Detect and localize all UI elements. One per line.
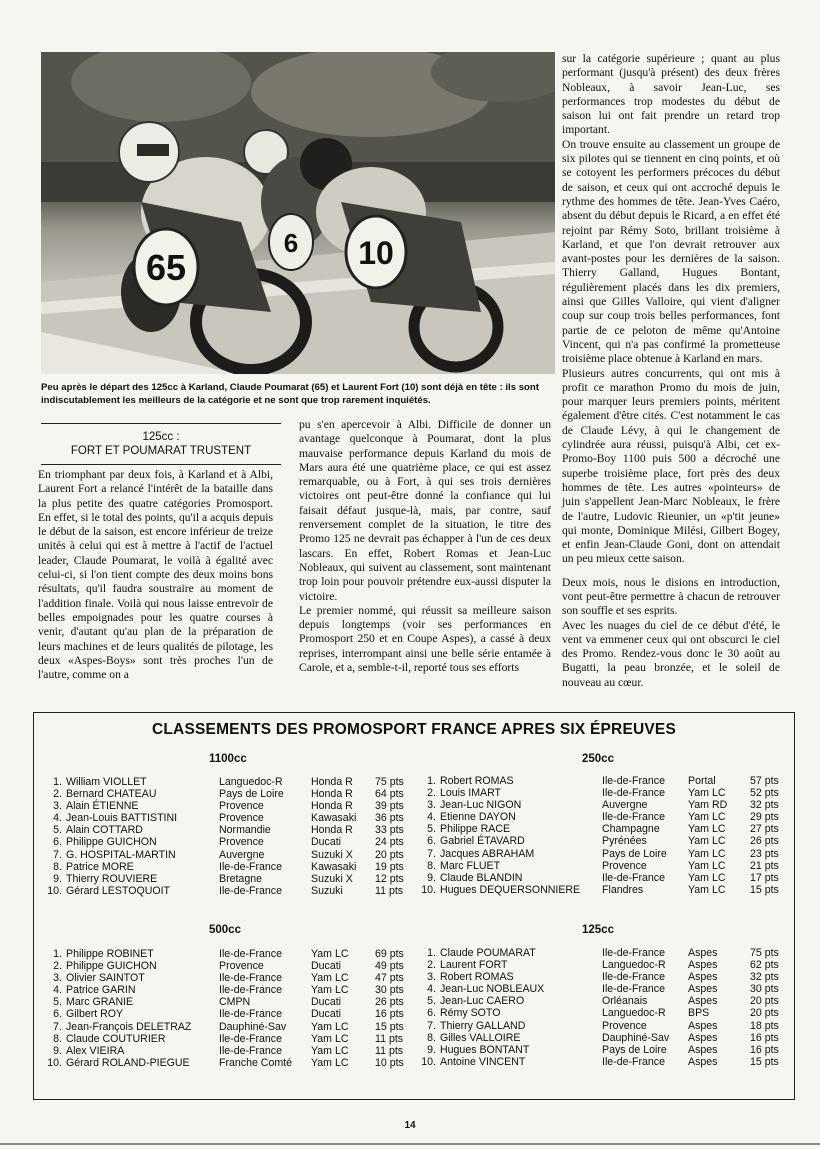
machine-cell: Honda R <box>311 800 353 813</box>
section-heading <box>41 423 281 465</box>
table-row <box>410 1007 794 1019</box>
table-row <box>410 947 794 959</box>
machine-cell: Yam LC <box>311 984 349 997</box>
table-row <box>410 995 794 1007</box>
region-cell: Ile-de-France <box>219 860 282 873</box>
table-row <box>36 824 412 836</box>
rank-cell: 6. <box>53 1008 62 1021</box>
points-cell: 15 pts <box>750 1055 779 1068</box>
points-cell: 39 pts <box>375 800 404 813</box>
rider-name-cell: Gérard LESTOQUOIT <box>66 884 171 897</box>
table-row <box>36 948 412 960</box>
rider-name-cell: Jean-Luc NOBLEAUX <box>440 983 545 996</box>
region-cell: Ile-de-France <box>219 1008 282 1021</box>
points-cell: 27 pts <box>750 823 779 836</box>
region-cell: Pays de Loire <box>219 788 284 801</box>
table-row <box>36 1008 412 1020</box>
rider-name-cell: Jean-Luc NIGON <box>440 799 522 812</box>
region-cell: Franche Comté <box>219 1056 293 1069</box>
region-cell: Champagne <box>602 823 660 836</box>
table-row <box>36 861 412 873</box>
machine-cell: Yam RD <box>688 799 728 812</box>
machine-cell: Aspes <box>688 971 718 984</box>
table-row <box>410 775 794 787</box>
points-cell: 30 pts <box>375 984 404 997</box>
article-paragraph: Le premier nommé, qui réussit sa meilleure saison depuis longtemps (voir ses performances en Promosport 250 et en Coupe Aspes), a cassé à deux reprises, interrompant ainsi une belle série entamée à Carole, et a, semble-t-il, reporté tous ses efforts <box>299 603 551 675</box>
points-cell: 15 pts <box>375 1020 404 1033</box>
table-row <box>36 984 412 996</box>
points-cell: 11 pts <box>375 1032 404 1045</box>
points-cell: 20 pts <box>750 995 779 1008</box>
table-row <box>36 836 412 848</box>
article-paragraph: En triomphant par deux fois, à Karland et à Albi, Laurent Fort a relancé l'intérêt de la bataille dans la plus petite des quatre catégories Promosport. En effet, si le total des points, qu'il a acquis depuis le début de la saison, est encore inférieur de treize unités à celui qui est à mettre à l'actif de l'actuel leader, Claude Poumarat, le voilà à égalité avec celui-ci, si l'on tient compte des deux moins bons résultats, qu'il faudra soustraire au moment de l'addition finale. Voilà qui nous laisse entrevoir de belles empoignades pour les quatre courses à venir, d'autant qu'au plan de la préparation de leurs machines et de leurs qualités de pilotage, les deux «Aspes-Boys» sont très proches l'un de l'autre, comme on a <box>38 468 273 682</box>
table-row <box>410 799 794 811</box>
machine-cell: Portal <box>688 775 716 787</box>
region-cell: Provence <box>602 1019 647 1032</box>
rider-name-cell: Thierry GALLAND <box>440 1019 526 1032</box>
rider-name-cell: Jean-François DELETRAZ <box>66 1020 192 1033</box>
region-cell: Languedoc-R <box>602 959 666 972</box>
table-row <box>36 849 412 861</box>
machine-cell: Yam LC <box>311 948 349 960</box>
rider-name-cell: Olivier SAINTOT <box>66 972 145 985</box>
points-cell: 24 pts <box>375 836 404 849</box>
rank-cell: 4. <box>427 983 436 996</box>
rank-cell: 3. <box>427 799 436 812</box>
article-paragraph: Plusieurs autres concurrents, qui ont mis à profit ce marathon Promo du mois de juin, pour marquer leurs premiers points, méritent également d'être cités. C'est notamment le cas de Claude Lévy, à qui le changement de cylindrée aura réussi, puisqu'à Albi, cet ex-Promo-Boy 1100 puis 500 a décroché une superbe troisième place, fort près des deux hommes de tête. Les autres «pointeurs» de juin s'appellent Jean-Marc Nobleaux, le frère de l'autre, Ludovic Rieunier, un «p'tit jeune» qui monte, Dominique Milési, Gilbert Bogey, et enfin Jean-Claude Goni, dont on attendait un peu mieux cette saison. <box>562 366 780 566</box>
rider-name-cell: Hugues BONTANT <box>440 1043 530 1056</box>
rider-name-cell: Alex VIEIRA <box>66 1044 125 1057</box>
machine-cell: Suzuki <box>311 884 343 897</box>
rank-cell: 9. <box>53 872 62 885</box>
machine-cell: Yam LC <box>311 972 349 985</box>
points-cell: 62 pts <box>750 959 779 972</box>
category-heading-1100cc: 1100cc <box>209 753 247 765</box>
points-cell: 11 pts <box>375 884 404 897</box>
bike-number-10: 10 <box>358 235 394 271</box>
rank-cell: 5. <box>53 824 62 837</box>
article-column-3 <box>562 52 780 690</box>
table-row <box>36 800 412 812</box>
rider-name-cell: Rémy SOTO <box>440 1007 501 1020</box>
rank-cell: 10. <box>421 1055 436 1068</box>
table-row <box>410 811 794 823</box>
machine-cell: Yam LC <box>688 883 726 896</box>
machine-cell: Yam LC <box>688 823 726 836</box>
machine-cell: Aspes <box>688 1019 718 1032</box>
machine-cell: Yam LC <box>688 859 726 872</box>
rank-cell: 2. <box>427 787 436 800</box>
points-cell: 30 pts <box>750 983 779 996</box>
rank-cell: 10. <box>421 883 436 896</box>
results-box <box>33 712 795 1100</box>
section-heading-line2: FORT ET POUMARAT TRUSTENT <box>70 445 252 457</box>
rank-cell: 9. <box>427 871 436 884</box>
table-row <box>36 1045 412 1057</box>
results-title: CLASSEMENTS DES PROMOSPORT FRANCE APRES SIX ÉPREUVES <box>152 721 676 738</box>
rider-name-cell: Philippe GUICHON <box>66 836 157 849</box>
points-cell: 26 pts <box>750 835 779 848</box>
region-cell: Provence <box>219 812 264 825</box>
region-cell: Provence <box>602 859 647 872</box>
rank-cell: 9. <box>427 1043 436 1056</box>
rank-cell: 5. <box>427 823 436 836</box>
rider-name-cell: Marc FLUET <box>440 859 501 872</box>
table-row <box>410 1056 794 1068</box>
rank-cell: 7. <box>53 848 62 861</box>
rider-name-cell: Jean-Luc CAERO <box>440 995 525 1008</box>
bike-number-6: 6 <box>283 228 299 258</box>
points-cell: 26 pts <box>375 996 404 1009</box>
rank-cell: 6. <box>427 835 436 848</box>
article-paragraph: sur la catégorie supérieure ; quant au plus performant (jusqu'à présent) des deux frères Nobleaux, à savoir Jean-Luc, ses performances trop modestes du début de saison lui ont fait prendre un retard trop important. <box>562 52 780 137</box>
points-cell: 33 pts <box>375 824 404 837</box>
machine-cell: Aspes <box>688 983 718 996</box>
region-cell: Pyrénées <box>602 835 647 848</box>
region-cell: Languedoc-R <box>219 776 283 788</box>
rank-cell: 7. <box>427 847 436 860</box>
region-cell: Bretagne <box>219 872 262 885</box>
points-cell: 57 pts <box>750 775 779 787</box>
machine-cell: Aspes <box>688 1043 718 1056</box>
region-cell: Provence <box>219 836 264 849</box>
page-bottom-rule <box>0 1143 820 1145</box>
rider-name-cell: Gilles VALLOIRE <box>440 1031 521 1044</box>
points-cell: 29 pts <box>750 811 779 824</box>
rank-cell: 2. <box>427 959 436 972</box>
points-cell: 16 pts <box>375 1008 404 1021</box>
rank-cell: 7. <box>53 1020 62 1033</box>
rider-name-cell: Robert ROMAS <box>440 775 514 787</box>
machine-cell: BPS <box>688 1007 710 1020</box>
region-cell: Ile-de-France <box>602 871 665 884</box>
machine-cell: Yam LC <box>688 871 726 884</box>
rank-cell: 2. <box>53 960 62 973</box>
table-row <box>410 823 794 835</box>
table-row <box>36 873 412 885</box>
points-cell: 47 pts <box>375 972 404 985</box>
rider-name-cell: Louis IMART <box>440 787 502 800</box>
table-row <box>36 788 412 800</box>
rank-cell: 8. <box>427 1031 436 1044</box>
motorcycle-race-photo-icon <box>41 52 555 374</box>
rider-name-cell: Marc GRANIE <box>66 996 134 1009</box>
points-cell: 16 pts <box>750 1031 779 1044</box>
rank-cell: 1. <box>427 947 436 959</box>
rank-cell: 5. <box>53 996 62 1009</box>
page-number: 14 <box>404 1120 416 1131</box>
rank-cell: 5. <box>427 995 436 1008</box>
machine-cell: Yam LC <box>311 1044 349 1057</box>
machine-cell: Ducati <box>311 836 342 849</box>
machine-cell: Kawasaki <box>311 812 357 825</box>
rider-name-cell: Alain COTTARD <box>66 824 143 837</box>
region-cell: Ile-de-France <box>219 1044 282 1057</box>
rank-cell: 8. <box>53 1032 62 1045</box>
rider-name-cell: Jean-Louis BATTISTINI <box>66 812 178 825</box>
table-row <box>36 996 412 1008</box>
table-row <box>36 885 412 897</box>
rank-cell: 3. <box>427 971 436 984</box>
bike-number-65: 65 <box>145 247 187 288</box>
rider-name-cell: Alain ÉTIENNE <box>66 800 139 813</box>
rider-name-cell: Hugues DEQUERSONNIERE <box>440 883 581 896</box>
points-cell: 75 pts <box>750 947 779 959</box>
article-paragraph: pu s'en apercevoir à Albi. Difficile de donner un avantage quelconque à Poumarat, dont la plus mauvaise performance depuis Karland du mois de Mars aura été une quatrième place, ce qui est assez remarquable, ou à Fort, à qui ses trois dernières victoires ont peut-être donné la confiance qui lui faisait défaut jusque-là, mais, par contre, sauf renversement complet de la situation, le titre des Promo 125 ne devrait pas échapper à l'un de ces deux lascars. En effet, Robert Romas et Jean-Luc Nobleaux, qui suivent au classement, sont maintenant trop loin pour pouvoir prétendre eux-aussi disputer la victoire. <box>299 418 551 603</box>
region-cell: Provence <box>219 960 264 973</box>
table-row <box>36 972 412 984</box>
points-cell: 12 pts <box>375 872 404 885</box>
rider-name-cell: Claude BLANDIN <box>440 871 523 884</box>
rider-name-cell: Etienne DAYON <box>440 811 516 824</box>
article-paragraph: Deux mois, nous le disions en introduction, vont peut-être permettre à chacun de retrouver son souffle et ses esprits. <box>562 575 780 618</box>
table-row <box>36 776 412 788</box>
rider-name-cell: Gilbert ROY <box>66 1008 124 1021</box>
region-cell: Ile-de-France <box>602 811 665 824</box>
article-column-2 <box>299 418 551 675</box>
region-cell: Ile-de-France <box>219 972 282 985</box>
points-cell: 11 pts <box>375 1044 404 1057</box>
photo-caption: Peu après le départ des 125cc à Karland, Claude Poumarat (65) et Laurent Fort (10) sont déjà en tête : ils sont indiscutablement les meilleurs de la catégorie et ne sont que trop rarement inquiétés. <box>41 382 539 406</box>
machine-cell: Honda R <box>311 776 353 788</box>
rank-cell: 10. <box>47 884 62 897</box>
rider-name-cell: G. HOSPITAL-MARTIN <box>66 848 176 861</box>
rider-name-cell: Patrice GARIN <box>66 984 136 997</box>
region-cell: Flandres <box>602 883 644 896</box>
rider-name-cell: Bernard CHATEAU <box>66 788 157 801</box>
rank-cell: 3. <box>53 800 62 813</box>
points-cell: 32 pts <box>750 799 779 812</box>
machine-cell: Ducati <box>311 996 342 1009</box>
rank-cell: 10. <box>47 1056 62 1069</box>
region-cell: Auvergne <box>219 848 265 861</box>
region-cell: Ile-de-France <box>602 947 665 959</box>
machine-cell: Yam LC <box>311 1056 349 1069</box>
article-paragraph: Avec les nuages du ciel de ce début d'été, le vent va emmener ceux qui ont obscurci le ciel des Promo. Rendez-vous donc le 30 août au Bugatti, la peau bronzée, et le soleil de nouveau au cœur. <box>562 618 780 689</box>
rider-name-cell: Gérard ROLAND-PIEGUE <box>66 1056 190 1069</box>
machine-cell: Aspes <box>688 947 718 959</box>
rank-cell: 4. <box>53 812 62 825</box>
rank-cell: 1. <box>53 948 62 960</box>
region-cell: Ile-de-France <box>219 884 282 897</box>
rank-cell: 2. <box>53 788 62 801</box>
machine-cell: Aspes <box>688 1055 718 1068</box>
section-heading-line1: 125cc : <box>142 431 180 443</box>
category-heading-500cc: 500cc <box>209 924 241 936</box>
article-column-1 <box>38 468 273 682</box>
points-cell: 20 pts <box>750 1007 779 1020</box>
rank-cell: 8. <box>427 859 436 872</box>
ranking-table-125cc <box>410 947 794 1068</box>
machine-cell: Honda R <box>311 824 353 837</box>
table-row <box>410 787 794 799</box>
points-cell: 10 pts <box>375 1056 404 1069</box>
machine-cell: Suzuki X <box>311 872 353 885</box>
rank-cell: 6. <box>53 836 62 849</box>
table-row <box>410 959 794 971</box>
rank-cell: 1. <box>427 775 436 787</box>
table-row <box>36 1057 412 1069</box>
points-cell: 23 pts <box>750 847 779 860</box>
rider-name-cell: Patrice MORE <box>66 860 134 873</box>
region-cell: Ile-de-France <box>219 984 282 997</box>
ranking-table-1100cc <box>36 776 412 897</box>
points-cell: 15 pts <box>750 883 779 896</box>
machine-cell: Yam LC <box>688 811 726 824</box>
rank-cell: 1. <box>53 776 62 788</box>
region-cell: Dauphiné-Sav <box>602 1031 670 1044</box>
region-cell: Ile-de-France <box>602 971 665 984</box>
table-row <box>410 835 794 847</box>
rank-cell: 3. <box>53 972 62 985</box>
rider-name-cell: Laurent FORT <box>440 959 508 972</box>
rider-name-cell: Gabriel ÉTAVARD <box>440 835 525 848</box>
machine-cell: Yam LC <box>311 1032 349 1045</box>
table-row <box>410 1044 794 1056</box>
machine-cell: Aspes <box>688 959 718 972</box>
table-row <box>410 1032 794 1044</box>
table-row <box>36 1021 412 1033</box>
region-cell: Ile-de-France <box>602 1055 665 1068</box>
rider-name-cell: Philippe ROBINET <box>66 948 154 960</box>
points-cell: 75 pts <box>375 776 404 788</box>
machine-cell: Honda R <box>311 788 353 801</box>
rank-cell: 8. <box>53 860 62 873</box>
machine-cell: Kawasaki <box>311 860 357 873</box>
machine-cell: Suzuki X <box>311 848 353 861</box>
race-photo <box>41 52 555 374</box>
category-heading-125cc: 125cc <box>582 924 614 936</box>
points-cell: 36 pts <box>375 812 404 825</box>
machine-cell: Aspes <box>688 1031 718 1044</box>
article-paragraph: On trouve ensuite au classement un groupe de six pilotes qui se tiennent en cinq points, et où se cotoyent les performers précoces du début de saison, et ceux qui ont accroché depuis le rythme des hommes de tête. Jean-Yves Caéro, absent du début depuis le Ricard, a en effet été rejoint par Rémy Soto, brillant troisième à Karland, et que l'on devrait retrouver aux avant-postes pour les dernières de la saison. Thierry Galland, Hugues Bontant, régulièrement placés dans les dix premiers, ainsi que Gilles Valloire, qui vient d'aligner coup sur coup trois belles performances, font partie de ce peloton de même qu'Antoine Vincent, qui n'a pas confirmé la prometteuse troisième place obtenue à Karland en mars. <box>562 137 780 366</box>
points-cell: 20 pts <box>375 848 404 861</box>
table-row <box>410 848 794 860</box>
region-cell: Ile-de-France <box>602 775 665 787</box>
region-cell: Auvergne <box>602 799 648 812</box>
machine-cell: Ducati <box>311 960 342 973</box>
region-cell: Dauphiné-Sav <box>219 1020 287 1033</box>
machine-cell: Ducati <box>311 1008 342 1021</box>
points-cell: 69 pts <box>375 948 404 960</box>
category-heading-250cc: 250cc <box>582 753 614 765</box>
table-row <box>410 884 794 896</box>
rank-cell: 4. <box>427 811 436 824</box>
rider-name-cell: Claude POUMARAT <box>440 947 536 959</box>
region-cell: Languedoc-R <box>602 1007 666 1020</box>
rider-name-cell: Philippe GUICHON <box>66 960 157 973</box>
table-row <box>410 1020 794 1032</box>
region-cell: Pays de Loire <box>602 1043 667 1056</box>
table-row <box>410 971 794 983</box>
rank-cell: 6. <box>427 1007 436 1020</box>
machine-cell: Aspes <box>688 995 718 1008</box>
rank-cell: 9. <box>53 1044 62 1057</box>
points-cell: 16 pts <box>750 1043 779 1056</box>
region-cell: Provence <box>219 800 264 813</box>
region-cell: Normandie <box>219 824 271 837</box>
table-row <box>410 983 794 995</box>
rider-name-cell: Jacques ABRAHAM <box>440 847 535 860</box>
ranking-table-250cc <box>410 775 794 896</box>
table-row <box>410 872 794 884</box>
rider-name-cell: Philippe RACE <box>440 823 511 836</box>
table-row <box>36 960 412 972</box>
region-cell: Ile-de-France <box>602 787 665 800</box>
points-cell: 52 pts <box>750 787 779 800</box>
machine-cell: Yam LC <box>688 847 726 860</box>
points-cell: 32 pts <box>750 971 779 984</box>
points-cell: 18 pts <box>750 1019 779 1032</box>
table-row <box>36 812 412 824</box>
machine-cell: Yam LC <box>688 835 726 848</box>
table-row <box>36 1033 412 1045</box>
rider-name-cell: Antoine VINCENT <box>440 1055 526 1068</box>
region-cell: Ile-de-France <box>602 983 665 996</box>
rider-name-cell: Robert ROMAS <box>440 971 514 984</box>
region-cell: CMPN <box>219 996 251 1009</box>
region-cell: Ile-de-France <box>219 948 282 960</box>
machine-cell: Yam LC <box>688 787 726 800</box>
points-cell: 49 pts <box>375 960 404 973</box>
rank-cell: 7. <box>427 1019 436 1032</box>
rank-cell: 4. <box>53 984 62 997</box>
rider-name-cell: Thierry ROUVIERE <box>66 872 158 885</box>
region-cell: Pays de Loire <box>602 847 667 860</box>
points-cell: 19 pts <box>375 860 404 873</box>
points-cell: 17 pts <box>750 871 779 884</box>
points-cell: 64 pts <box>375 788 404 801</box>
table-row <box>410 860 794 872</box>
rider-name-cell: Claude COUTURIER <box>66 1032 166 1045</box>
rider-name-cell: William VIOLLET <box>66 776 147 788</box>
ranking-table-500cc <box>36 948 412 1069</box>
region-cell: Ile-de-France <box>219 1032 282 1045</box>
machine-cell: Yam LC <box>311 1020 349 1033</box>
region-cell: Orléanais <box>602 995 648 1008</box>
points-cell: 21 pts <box>750 859 779 872</box>
